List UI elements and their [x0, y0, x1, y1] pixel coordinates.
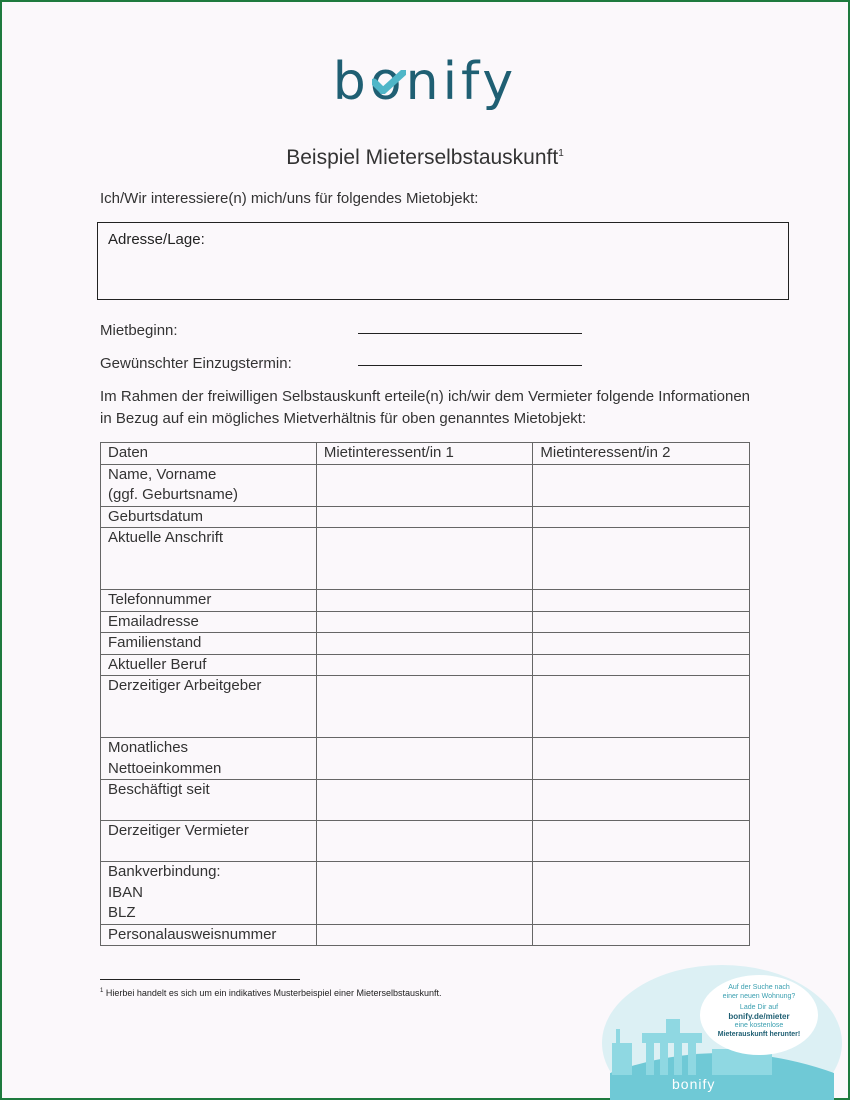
row-label: Geburtsdatum: [101, 506, 317, 528]
row-label: Aktuelle Anschrift: [101, 528, 317, 590]
ad-brand-logo: bonify: [672, 1076, 716, 1092]
input-cell-interessent-1[interactable]: [316, 654, 533, 676]
mietbeginn-label: Mietbeginn:: [100, 322, 178, 339]
input-cell-interessent-2[interactable]: [533, 654, 750, 676]
row-label: Familienstand: [101, 633, 317, 655]
row-label: Name, Vorname (ggf. Geburtsname): [101, 464, 317, 506]
table-row: [101, 590, 750, 612]
logo-check-o: o: [369, 52, 406, 112]
input-cell-interessent-2[interactable]: [533, 633, 750, 655]
input-cell-interessent-1[interactable]: [316, 924, 533, 946]
address-field[interactable]: [97, 222, 789, 300]
footnote: $^1$ Hierbei handelt es sich um ein indikatives Musterbeispiel einer Mieterselbstauskunft.: [100, 988, 442, 998]
info-paragraph: Im Rahmen der freiwilligen Selbstauskunft erteile(n) ich/wir dem Vermieter folgende Informationen in Bezug auf ein mögliches Mietverhältnis für oben genanntes Mietobjekt:: [100, 388, 750, 427]
table-row: [101, 821, 750, 862]
row-label: Telefonnummer: [101, 590, 317, 612]
checkmark-icon: [372, 70, 406, 94]
row-label: Personalausweisnummer: [101, 924, 317, 946]
table-row: [101, 611, 750, 633]
footnote-divider: [100, 979, 300, 980]
table-row: [101, 924, 750, 946]
input-cell-interessent-1[interactable]: [316, 633, 533, 655]
row-label: Derzeitiger Vermieter: [101, 821, 317, 862]
address-label: Adresse/Lage:: [108, 231, 205, 248]
table-header-cell: Mietinteressent/in 2: [533, 443, 750, 465]
input-cell-interessent-2[interactable]: [533, 611, 750, 633]
table-row: [101, 528, 750, 590]
table-header-cell: Mietinteressent/in 1: [316, 443, 533, 465]
input-cell-interessent-1[interactable]: [316, 528, 533, 590]
row-label: Aktueller Beruf: [101, 654, 317, 676]
ad-link[interactable]: bonify.de/mieter: [728, 1012, 790, 1021]
intro-text: Ich/Wir interessiere(n) mich/uns für folgendes Mietobjekt:: [100, 190, 479, 207]
input-cell-interessent-2[interactable]: [533, 464, 750, 506]
table-row: [101, 633, 750, 655]
data-table: [100, 442, 750, 946]
input-cell-interessent-1[interactable]: [316, 780, 533, 821]
bonify-logo: [0, 52, 850, 112]
table-row: [101, 464, 750, 506]
input-cell-interessent-1[interactable]: [316, 506, 533, 528]
einzug-label: Gewünschter Einzugstermin:: [100, 355, 292, 372]
input-cell-interessent-2[interactable]: [533, 506, 750, 528]
row-label: Monatliches Nettoeinkommen: [101, 738, 317, 780]
page-title: Beispiel Mieterselbstauskunft$^1$: [286, 146, 564, 169]
input-cell-interessent-1[interactable]: [316, 738, 533, 780]
table-row: [101, 780, 750, 821]
input-cell-interessent-1[interactable]: [316, 464, 533, 506]
table-row: [101, 506, 750, 528]
table-row: [101, 862, 750, 925]
table-header-cell: Daten: [101, 443, 317, 465]
input-cell-interessent-2[interactable]: [533, 862, 750, 925]
input-cell-interessent-2[interactable]: [533, 590, 750, 612]
logo-rest: nify: [405, 52, 518, 112]
ad-bubble[interactable]: Auf der Suche nach einer neuen Wohnung? Lade Dir auf bonify.de/mieter eine kostenlose Mieterauskunft herunter!: [700, 975, 818, 1055]
einzug-field[interactable]: [358, 365, 582, 366]
row-label: Bankverbindung: IBAN BLZ: [101, 862, 317, 925]
input-cell-interessent-2[interactable]: [533, 780, 750, 821]
input-cell-interessent-2[interactable]: [533, 924, 750, 946]
input-cell-interessent-2[interactable]: [533, 821, 750, 862]
input-cell-interessent-2[interactable]: [533, 676, 750, 738]
row-label: Derzeitiger Arbeitgeber: [101, 676, 317, 738]
input-cell-interessent-1[interactable]: [316, 676, 533, 738]
mietbeginn-field[interactable]: [358, 333, 582, 334]
input-cell-interessent-1[interactable]: [316, 590, 533, 612]
row-label: Emailadresse: [101, 611, 317, 633]
input-cell-interessent-1[interactable]: [316, 862, 533, 925]
logo-letter-b: b: [332, 52, 370, 112]
table-header-row: [101, 443, 750, 465]
input-cell-interessent-2[interactable]: [533, 738, 750, 780]
row-label: Beschäftigt seit: [101, 780, 317, 821]
input-cell-interessent-1[interactable]: [316, 821, 533, 862]
table-row: [101, 676, 750, 738]
table-row: [101, 738, 750, 780]
footnote-ref: 1: [558, 148, 564, 159]
table-row: [101, 654, 750, 676]
input-cell-interessent-1[interactable]: [316, 611, 533, 633]
input-cell-interessent-2[interactable]: [533, 528, 750, 590]
